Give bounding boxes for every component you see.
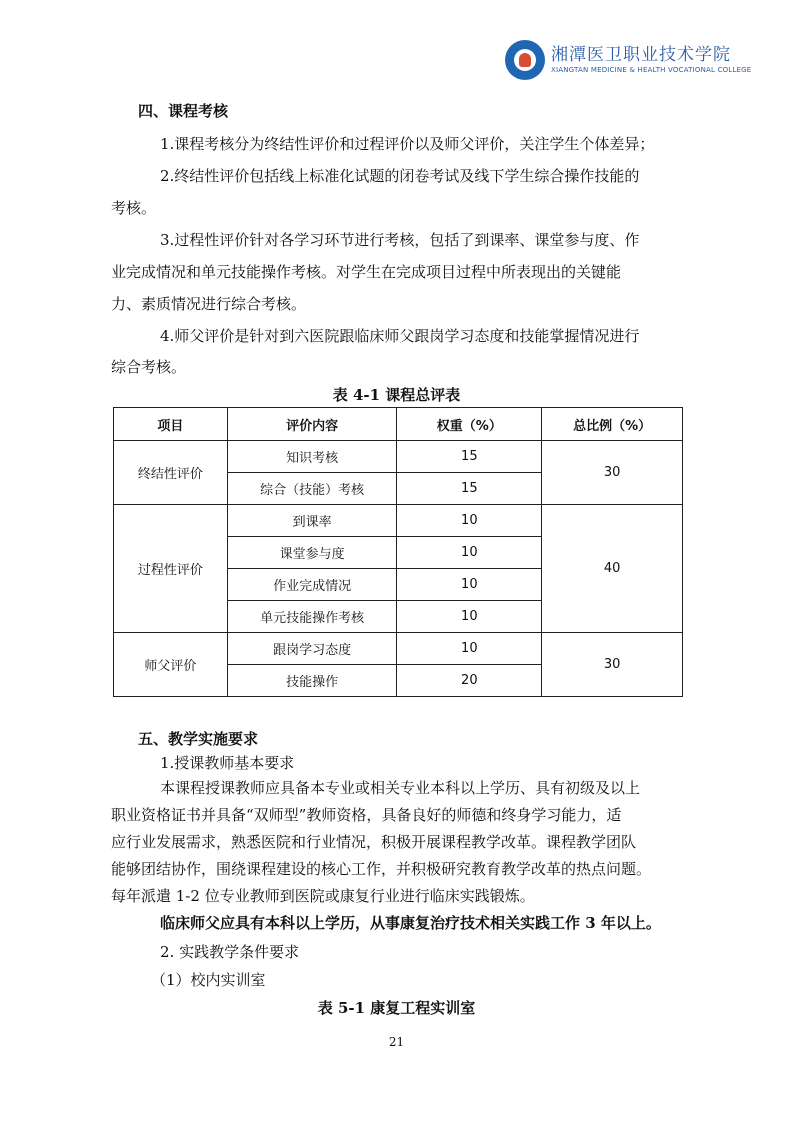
col-header-weight: 权重（%） [397,408,542,441]
section4-line-7: 4.师父评价是针对到六医院跟临床师父跟岗学习态度和技能掌握情况进行 [160,327,640,345]
section5-heading: 五、教学实施要求 [138,730,259,748]
weight-cell: 20 [397,665,542,697]
group-name-cell: 过程性评价 [114,505,228,633]
section4-heading: 四、课程考核 [138,102,229,120]
content-cell: 到课率 [227,505,397,537]
course-score-table [113,407,683,697]
weight-cell: 10 [397,537,542,569]
page-number: 21 [388,1035,405,1049]
section5-sub2: 2. 实践教学条件要求 [160,943,300,961]
content-cell: 综合（技能）考核 [227,473,397,505]
section5-para-line-1: 本课程授课教师应具备本专业或相关专业本科以上学历、具有初级及以上 [160,779,641,797]
col-header-item: 项目 [114,408,228,441]
content-cell: 单元技能操作考核 [227,601,397,633]
col-header-content: 评价内容 [227,408,397,441]
school-name-en: XIANGTAN MEDICINE & HEALTH VOCATIONAL COLLEGE [551,66,752,74]
weight-cell: 10 [397,505,542,537]
total-cell: 30 [542,633,683,697]
section5-para-line-5: 每年派遣 1-2 位专业教师到医院或康复行业进行临床实践锻炼。 [111,887,535,905]
section5-sub1: 1.授课教师基本要求 [160,754,295,772]
content-cell: 作业完成情况 [227,569,397,601]
section4-line-1: 1.课程考核分为终结性评价和过程评价以及师父评价，关注学生个体差异； [160,135,655,153]
section4-line-5: 业完成情况和单元技能操作考核。对学生在完成项目过程中所表现出的关键能 [111,263,622,281]
section4-line-4: 3.过程性评价针对各学习环节进行考核，包括了到课率、课堂参与度、作 [160,231,640,249]
group-name-cell: 终结性评价 [114,441,228,505]
content-cell: 课堂参与度 [227,537,397,569]
weight-cell: 10 [397,633,542,665]
section5-bold-line: 临床师父应具有本科以上学历，从事康复治疗技术相关实践工作 3 年以上。 [160,914,661,932]
content-cell: 跟岗学习态度 [227,633,397,665]
table-row [114,505,683,537]
table-row [114,441,683,473]
weight-cell: 15 [397,473,542,505]
weight-cell: 10 [397,601,542,633]
school-seal-icon [505,40,545,80]
school-logo [505,38,752,84]
section5-sub2-1: （1）校内实训室 [151,971,266,989]
weight-cell: 15 [397,441,542,473]
section4-line-8: 综合考核。 [111,358,187,376]
table-4-1-caption: 表 4-1 课程总评表 [332,386,461,404]
section4-line-3: 考核。 [111,199,157,217]
group-name-cell: 师父评价 [114,633,228,697]
weight-cell: 10 [397,569,542,601]
content-cell: 技能操作 [227,665,397,697]
section4-line-6: 力、素质情况进行综合考核。 [111,295,307,313]
table-row [114,633,683,665]
section5-para-line-2: 职业资格证书并具备“双师型”教师资格，具备良好的师德和终身学习能力，适 [111,806,622,824]
section5-para-line-4: 能够团结协作，围绕课程建设的核心工作，并积极研究教育教学改革的热点问题。 [111,860,652,878]
table-header-row [114,408,683,441]
section5-para-line-3: 应行业发展需求，熟悉医院和行业情况，积极开展课程教学改革。课程教学团队 [111,833,637,851]
school-name: 湘潭医卫职业技术学院 [551,45,731,65]
total-cell: 40 [542,505,683,633]
section4-line-2: 2.终结性评价包括线上标准化试题的闭卷考试及线下学生综合操作技能的 [160,167,640,185]
total-cell: 30 [542,441,683,505]
col-header-total: 总比例（%） [542,408,683,441]
content-cell: 知识考核 [227,441,397,473]
table-5-1-caption: 表 5-1 康复工程实训室 [317,999,476,1017]
